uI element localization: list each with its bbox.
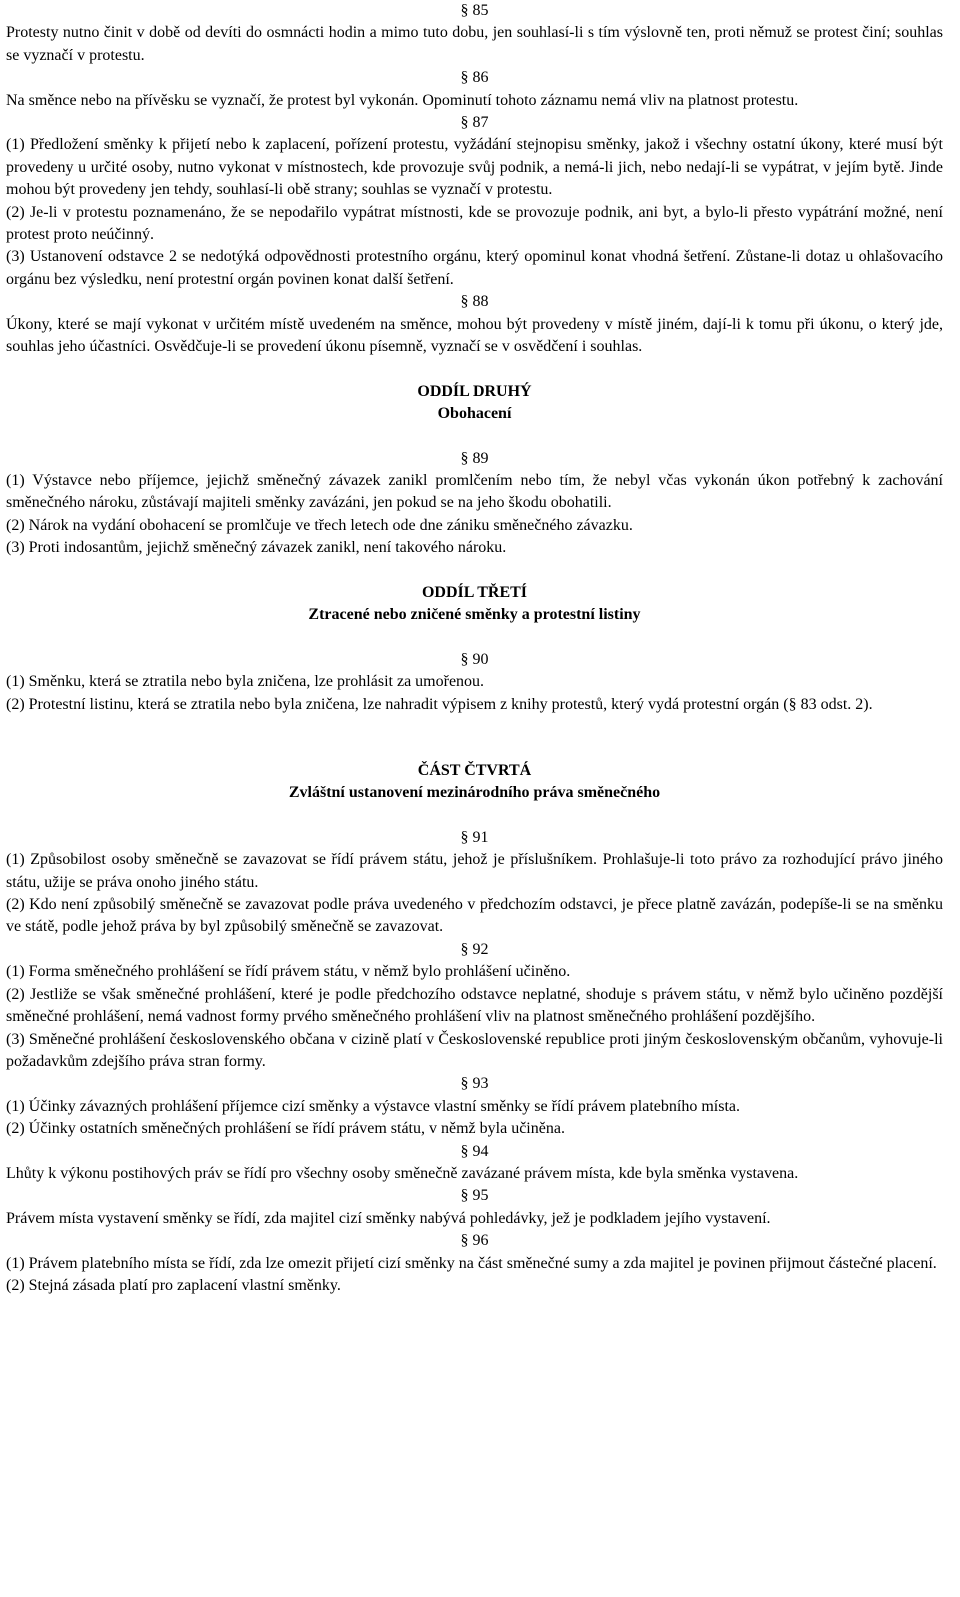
- paragraph: Lhůty k výkonu postihových práv se řídí pro všechny osoby směnečně zavázané právem místa, kde byla směnka vystavena.: [6, 1164, 799, 1182]
- spacer: [6, 560, 943, 582]
- part-heading: ČÁST ČTVRTÁ: [417, 762, 532, 780]
- spacer: [6, 627, 943, 649]
- section-number-93: § 93: [460, 1075, 489, 1093]
- paragraph: (1) Výstavce nebo příjemce, jejichž směnečný závazek zanikl promlčením nebo tím, že nebyl včas vykonán úkon potřebný k zachování směnečného nároku, zůstávají majiteli směnky zavázáni, jen pokud se na jeho škodu obohatili.: [6, 472, 943, 512]
- paragraph: (1) Předložení směnky k přijetí nebo k zaplacení, pořízení protestu, vyžádání stejnopisu směnky, jakož i všechny ostatní úkony, které musí být provedeny u určité osoby, nutno vykonat v místnostech, kde provozuje svůj podnik, a nemá-li jich, nebo nedají-li se vypátrat, v jejím bytě. Jinde mohou být provedeny jen tehdy, souhlasí-li obě strany; souhlas se vyznačí v protestu.: [6, 136, 943, 199]
- spacer: [6, 716, 943, 760]
- chapter-subheading: Obohacení: [437, 405, 512, 423]
- section-number-95: § 95: [460, 1187, 489, 1205]
- paragraph: (2) Nárok na vydání obohacení se promlčuje ve třech letech ode dne zániku směnečného závazku.: [6, 516, 633, 534]
- paragraph: (2) Protestní listinu, která se ztratila nebo byla zničena, lze nahradit výpisem z knihy protestů, který vydá protestní orgán (§ 83 odst. 2).: [6, 695, 873, 713]
- paragraph: Na směnce nebo na přívěsku se vyznačí, že protest byl vykonán. Opominutí tohoto záznamu nemá vliv na platnost protestu.: [6, 91, 799, 109]
- spacer: [6, 426, 943, 448]
- paragraph: (1) Účinky závazných prohlášení příjemce cizí směnky a výstavce vlastní směnky se řídí právem platebního místa.: [6, 1097, 740, 1115]
- paragraph: (3) Proti indosantům, jejichž směnečný závazek zanikl, není takového nároku.: [6, 539, 507, 557]
- section-number-90: § 90: [460, 650, 489, 668]
- chapter-heading: ODDÍL DRUHÝ: [417, 382, 532, 400]
- paragraph: (3) Ustanovení odstavce 2 se nedotýká odpovědnosti protestního orgánu, který opominul konat vhodná šetření. Zůstane-li dotaz u ohlašovacího orgánu bez výsledku, není protestní orgán povinen konat další šetření.: [6, 248, 943, 288]
- section-number-96: § 96: [460, 1232, 489, 1250]
- paragraph: (1) Způsobilost osoby směnečně se zavazovat se řídí právem státu, jehož je příslušníkem. Prohlašuje-li toto právo za rozhodující právo jiného státu, užije se práva onoho jiného státu.: [6, 851, 943, 891]
- section-number-87: § 87: [460, 114, 489, 131]
- paragraph: (1) Právem platebního místa se řídí, zda lze omezit přijetí cizí směnky na část směnečné sumy a zda majitel je povinen přijmout částečné placení.: [6, 1254, 937, 1272]
- section-number-92: § 92: [460, 940, 489, 958]
- paragraph: (1) Forma směnečného prohlášení se řídí právem státu, v němž bylo prohlášení učiněno.: [6, 963, 571, 981]
- paragraph: Úkony, které se mají vykonat v určitém místě uvedeném na směnce, mohou být provedeny v místě jiném, dají-li k tomu při úkonu, o který jde, souhlas jeho účastníci. Osvědčuje-li se provedení úkonu písemně, vyznačí se v osvědčení i souhlas.: [6, 315, 943, 356]
- chapter-subheading: Ztracené nebo zničené směnky a protestní listiny: [308, 606, 641, 624]
- section-number-88: § 88: [460, 293, 489, 311]
- section-number-91: § 91: [460, 828, 489, 846]
- section-number-86: § 86: [460, 69, 489, 87]
- paragraph: (2) Kdo není způsobilý směnečně se zavazovat podle práva uvedeného v předchozím odstavci, je přece platně zavázán, podepíše-li se na směnku ve státě, podle jehož práva by byl způsobilý směnečně se zavazovat.: [6, 896, 943, 936]
- paragraph: (3) Směnečné prohlášení československého občana v cizině platí v Československé republice proti jiným československým občanům, vyhovuje-li požadavkům zdejšího práva stran formy.: [6, 1030, 943, 1070]
- section-number-89: § 89: [460, 449, 489, 467]
- spacer: [6, 358, 943, 380]
- spacer: [6, 805, 943, 827]
- paragraph: (2) Je-li v protestu poznamenáno, že se nepodařilo vypátrat místnosti, kde se provozuje podnik, ani byt, a bylo-li přesto vypátrání možné, není protest proto neúčinný.: [6, 203, 943, 244]
- chapter-heading: ODDÍL TŘETÍ: [421, 584, 528, 602]
- paragraph: (2) Stejná zásada platí pro zaplacení vlastní směnky.: [6, 1276, 341, 1294]
- paragraph: Protesty nutno činit v době od devíti do osmnácti hodin a mimo tuto dobu, jen souhlasí-li s tím výslovně ten, proti němuž se protest činí; souhlas se vyznačí v protestu.: [6, 24, 943, 64]
- part-subheading: Zvláštní ustanovení mezinárodního práva směnečného: [288, 784, 661, 802]
- paragraph: (2) Účinky ostatních směnečných prohlášení se řídí právem státu, v němž byla učiněna.: [6, 1120, 565, 1138]
- section-number-94: § 94: [460, 1142, 489, 1160]
- paragraph: Právem místa vystavení směnky se řídí, zda majitel cizí směnky nabývá pohledávky, jež je podkladem jejího vystavení.: [6, 1209, 771, 1227]
- paragraph: (1) Směnku, která se ztratila nebo byla zničena, lze prohlásit za umořenou.: [6, 673, 485, 691]
- paragraph: (2) Jestliže se však směnečné prohlášení, které je podle předchozího odstavce neplatné, shoduje s právem státu, v němž bylo učiněno pozdější směnečné prohlášení, nemá vadnost formy prvého směnečného prohlášení vliv na platnost směnečného prohlášení pozdějšího.: [6, 985, 943, 1026]
- section-number-85: § 85: [460, 2, 489, 19]
